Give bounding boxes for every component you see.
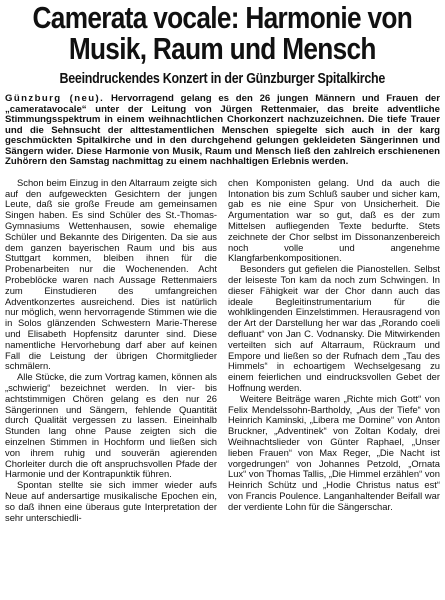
body-paragraph: Besonders gut gefielen die Pianostellen. Selbst der leiseste Ton kam da noch zum Schwingen. In dieser Fähigkeit war der Chor dann auch das ideale Begleitinstrumentarium für die wohlklingenden Einzelstimmen. Herausragend von der Art der Darstellung her war das „Rorando coeli defluant“ von Jan C. Vodnansky. Die Mitwirkenden verteilten sich auf Altarraum, Rückraum und Empore und ließen so der Rufnach dem „Tau des Himmels“ in echoartigem Wechselgesang zu einem feierlichen und eindrucksvollen Gebet der Hoffnung werden. — [228, 263, 440, 393]
body-paragraph: Schon beim Einzug in den Altarraum zeigte sich auf den aufgeweckten Gesichtern der jungen Leute, daß sie große Freude am gemeinsamen Singen haben. Es sind Schüler des St.-Thomas-Gymnasiums Wettenhausen, sowie ehemalige Schüler und Bekannte des Dirigenten. Da sie aus dem ganzen bayerischen Raum und bis aus Stuttgart kommen, bleiben ihnen für die Probenarbeiten nur die Wochenenden. Acht Probeblöcke waren nach Aussage Rettenmaiers zum Einstudieren des umfangreichen Adventkonzertes ausreichend. Dies ist natürlich nur möglich, wenn hervorragende Stimmen wie die in Solos glänzenden Schwestern Marie-Therese und Elisabeth Hopfensitz darunter sind. Diese namentliche Hervorhebung darf aber auf keinen Fall die Leistung der übrigen Chormitglieder schmälern. — [5, 176, 217, 372]
body-columns — [5, 178, 440, 524]
lead-paragraph — [5, 94, 440, 168]
dateline: Günzburg (neu). — [5, 93, 105, 104]
body-paragraph: Spontan stellte sie sich immer wieder aufs Neue auf andersartige musikalische Epochen ein, so daß ihnen eine überaus gute Interpretation der sehr unterschiedli- — [5, 479, 217, 523]
body-paragraph: chen Komponisten gelang. Und da auch die Intonation bis zum Schluß sauber und sicher kam, gab es nie eine Spur von Unsicherheit. Die Argumentation war so gut, daß es der zum Mittelsen aufliegenden Texte bedurfte. Stets zeichnete der Chor selbst im Dissonanzenbereich noch volle und angenehme Klangfarbenkompositionen. — [228, 176, 440, 264]
subheadline: Beeindruckendes Konzert in der Günzburger Spitalkirche — [59, 71, 386, 87]
body-paragraph: Alle Stücke, die zum Vortrag kamen, können als „schwierig“ bezeichnet werden. In vier- bis achtstimmigen Chören gelang es den nur 26 Sängerinnen und Sängern, fehlende Quantität durch Qualität vergessen zu lassen. Eineinhalb Stunden lang ohne Pause zeigten sich die einzelnen Stimmen in Hochform und ließen sich von ihrem ruhig und souverän agierenden Chorleiter durch die oft anspruchsvollen Pfade der Harmonie und der Kontrapunktik führen. — [5, 371, 217, 480]
left-column — [5, 178, 217, 524]
right-column — [228, 178, 440, 524]
headline: Camerata vocale: Harmonie von Musik, Raum und Mensch — [32, 1, 413, 66]
body-paragraph: Weitere Beiträge waren „Richte mich Gott“ von Felix Mendelssohn-Bartholdy, „Aus der Tiefe“ von Heinrich Kaminski, „Libera me Domine“ von Anton Bruckner, „Adventinek“ von Zoltan Kodaly, drei Weihnachtslieder von Günter Raphael, „Unser lieben Frauen“ von Max Reger, „Die Nacht ist vorgedrungen“ von Johannes Petzold, „Ornata Lux“ von Thomas Tallis, „Die Himmel erzählen“ von Heinrich Schütz und „Hodie Christus natus est“ von Francis Poulence. Langanhaltender Beifall war der verdiente Lohn für die Sängerschar. — [228, 392, 440, 512]
lead-text: Hervorragend gelang es den 26 jungen Männern und Frauen der „cameratavocale“ unter der Leitung von Jürgen Rettenmaier, das breite adventliche Stimmungsspektrum in einem weihnachtlichen Chorkonzert nachzuzeichnen. Die tiefe Trauer und die Sehnsucht der alttestamentlichen Menschen spiegelte sich auch in der karg geschmückten Spitalkirche und in den durchgehend gelungen gekleideten Sängerinnen und Sängern wider. Diese Harmonie von Musik, Raum und Mensch ließ den zahlreich erschienenen Zuhörern den Samstag nachmittag zu einem nachhaltigen Erlebnis werden. — [5, 93, 440, 168]
